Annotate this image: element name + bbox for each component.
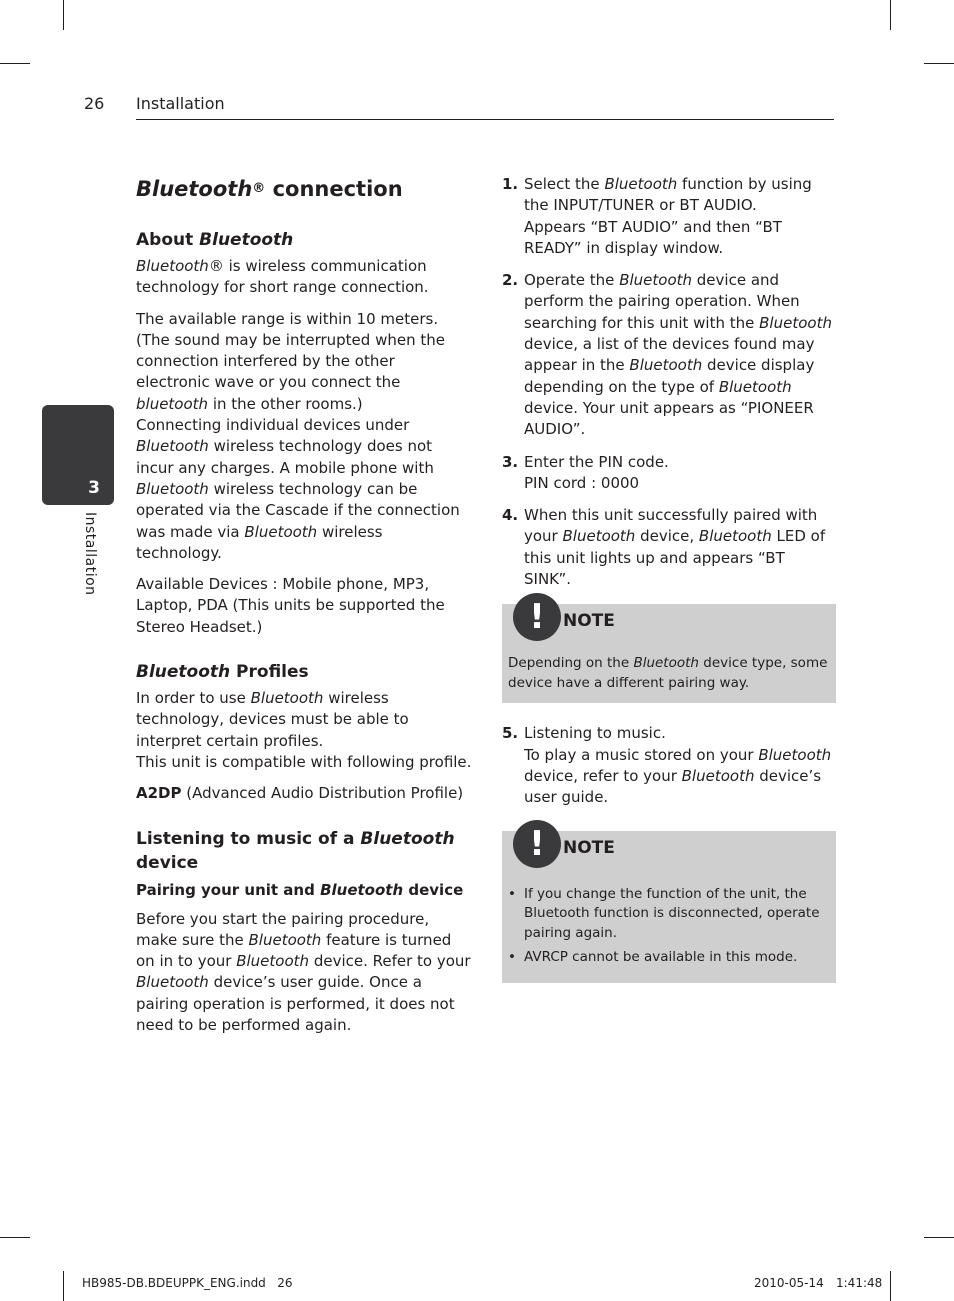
pairing-steps-continued (502, 723, 836, 808)
crop-mark (0, 63, 30, 64)
right-column (502, 174, 836, 1003)
header-rule (136, 119, 834, 120)
note-item: • If you change the function of the unit, the Bluetooth function is disconnected, operate pairing again. (524, 885, 830, 944)
footer-time: 1:41:48 (836, 1276, 883, 1290)
pairing-paragraph: Before you start the pairing procedure, make sure the Bluetooth feature is turned on in to your Bluetooth device. Refer to your Bluetooth device’s user guide. Once a pairing operation is performed, it does not need to be performed again. (136, 909, 471, 1035)
step-item: 1. Select the Bluetooth function by using the INPUT/TUNER or BT AUDIO. Appears “BT AUDIO” and then “BT READY” in display window. (502, 175, 812, 257)
about-paragraph: Bluetooth® is wireless communication technology for short range connection. (136, 257, 429, 297)
profiles-heading: Bluetooth Profiles (136, 662, 309, 683)
footer-filename: HB985-DB.BDEUPPK_ENG.indd 26 (82, 1276, 293, 1290)
step-item: 4. When this unit successfully paired with your Bluetooth device, Bluetooth LED of this unit lights up and appears “BT SINK”. (502, 506, 826, 589)
note-label: NOTE (563, 837, 615, 858)
left-column (136, 174, 472, 1046)
page-title: Bluetooth® connection (136, 177, 403, 201)
pairing-subheading: Pairing your unit and Bluetooth device (136, 880, 464, 899)
footer-date: 2010-05-14 (754, 1276, 824, 1290)
page-number: 26 (84, 94, 105, 113)
crop-mark (924, 63, 954, 64)
profiles-paragraph: In order to use Bluetooth wireless technology, devices must be able to interpret certain profiles. This unit is compatible with following profile. (136, 689, 472, 771)
step-item: 5. Listening to music. To play a music stored on your Bluetooth device, refer to your Bluetooth device’s user guide. (502, 724, 832, 807)
about-heading: About Bluetooth (136, 230, 294, 250)
crop-mark (0, 1237, 30, 1238)
crop-mark (924, 1237, 954, 1238)
step-item: 2. Operate the Bluetooth device and perform the pairing operation. When searching for this unit with the Bluetooth device, a list of the devices found may appear in the Bluetooth device display depending on the type of Bluetooth device. Your unit appears as “PIONEER AUDIO”. (502, 271, 832, 439)
crop-mark (890, 1271, 891, 1301)
exclamation-icon: ! (513, 593, 561, 641)
crop-mark (890, 0, 891, 30)
pairing-steps (502, 174, 836, 590)
note-text: Depending on the Bluetooth device type, some device have a different pairing way. (508, 655, 828, 691)
note-item: • AVRCP cannot be available in this mode. (524, 948, 830, 968)
running-header: Installation (136, 94, 225, 113)
a2dp-paragraph: A2DP (Advanced Audio Distribution Profile) (136, 784, 464, 803)
chapter-number: 3 (88, 478, 100, 498)
note-box (502, 597, 836, 703)
note-box (502, 823, 836, 983)
crop-mark (63, 1271, 64, 1301)
chapter-label: Installation (82, 512, 98, 596)
range-paragraph: The available range is within 10 meters. (The sound may be interrupted when the connection interfered by the other electronic wave or you connect the bluetooth in the other rooms.) Connecting individual devices under Bluetooth wireless technology does not incur any charges. A mobile phone with Bluetooth wireless technology can be operated via the Cascade if the connection was made via Bluetooth wireless technology. (136, 309, 460, 562)
devices-paragraph: Available Devices : Mobile phone, MP3, Laptop, PDA (This units be supported the Stereo Headset.) (136, 575, 445, 636)
crop-mark (63, 0, 64, 30)
exclamation-icon: ! (513, 820, 561, 868)
step-item: 3. Enter the PIN code. PIN cord : 0000 (502, 452, 669, 492)
note-label: NOTE (563, 611, 615, 632)
note-list (508, 885, 830, 968)
listening-heading: Listening to music of a Bluetooth device (136, 828, 455, 873)
